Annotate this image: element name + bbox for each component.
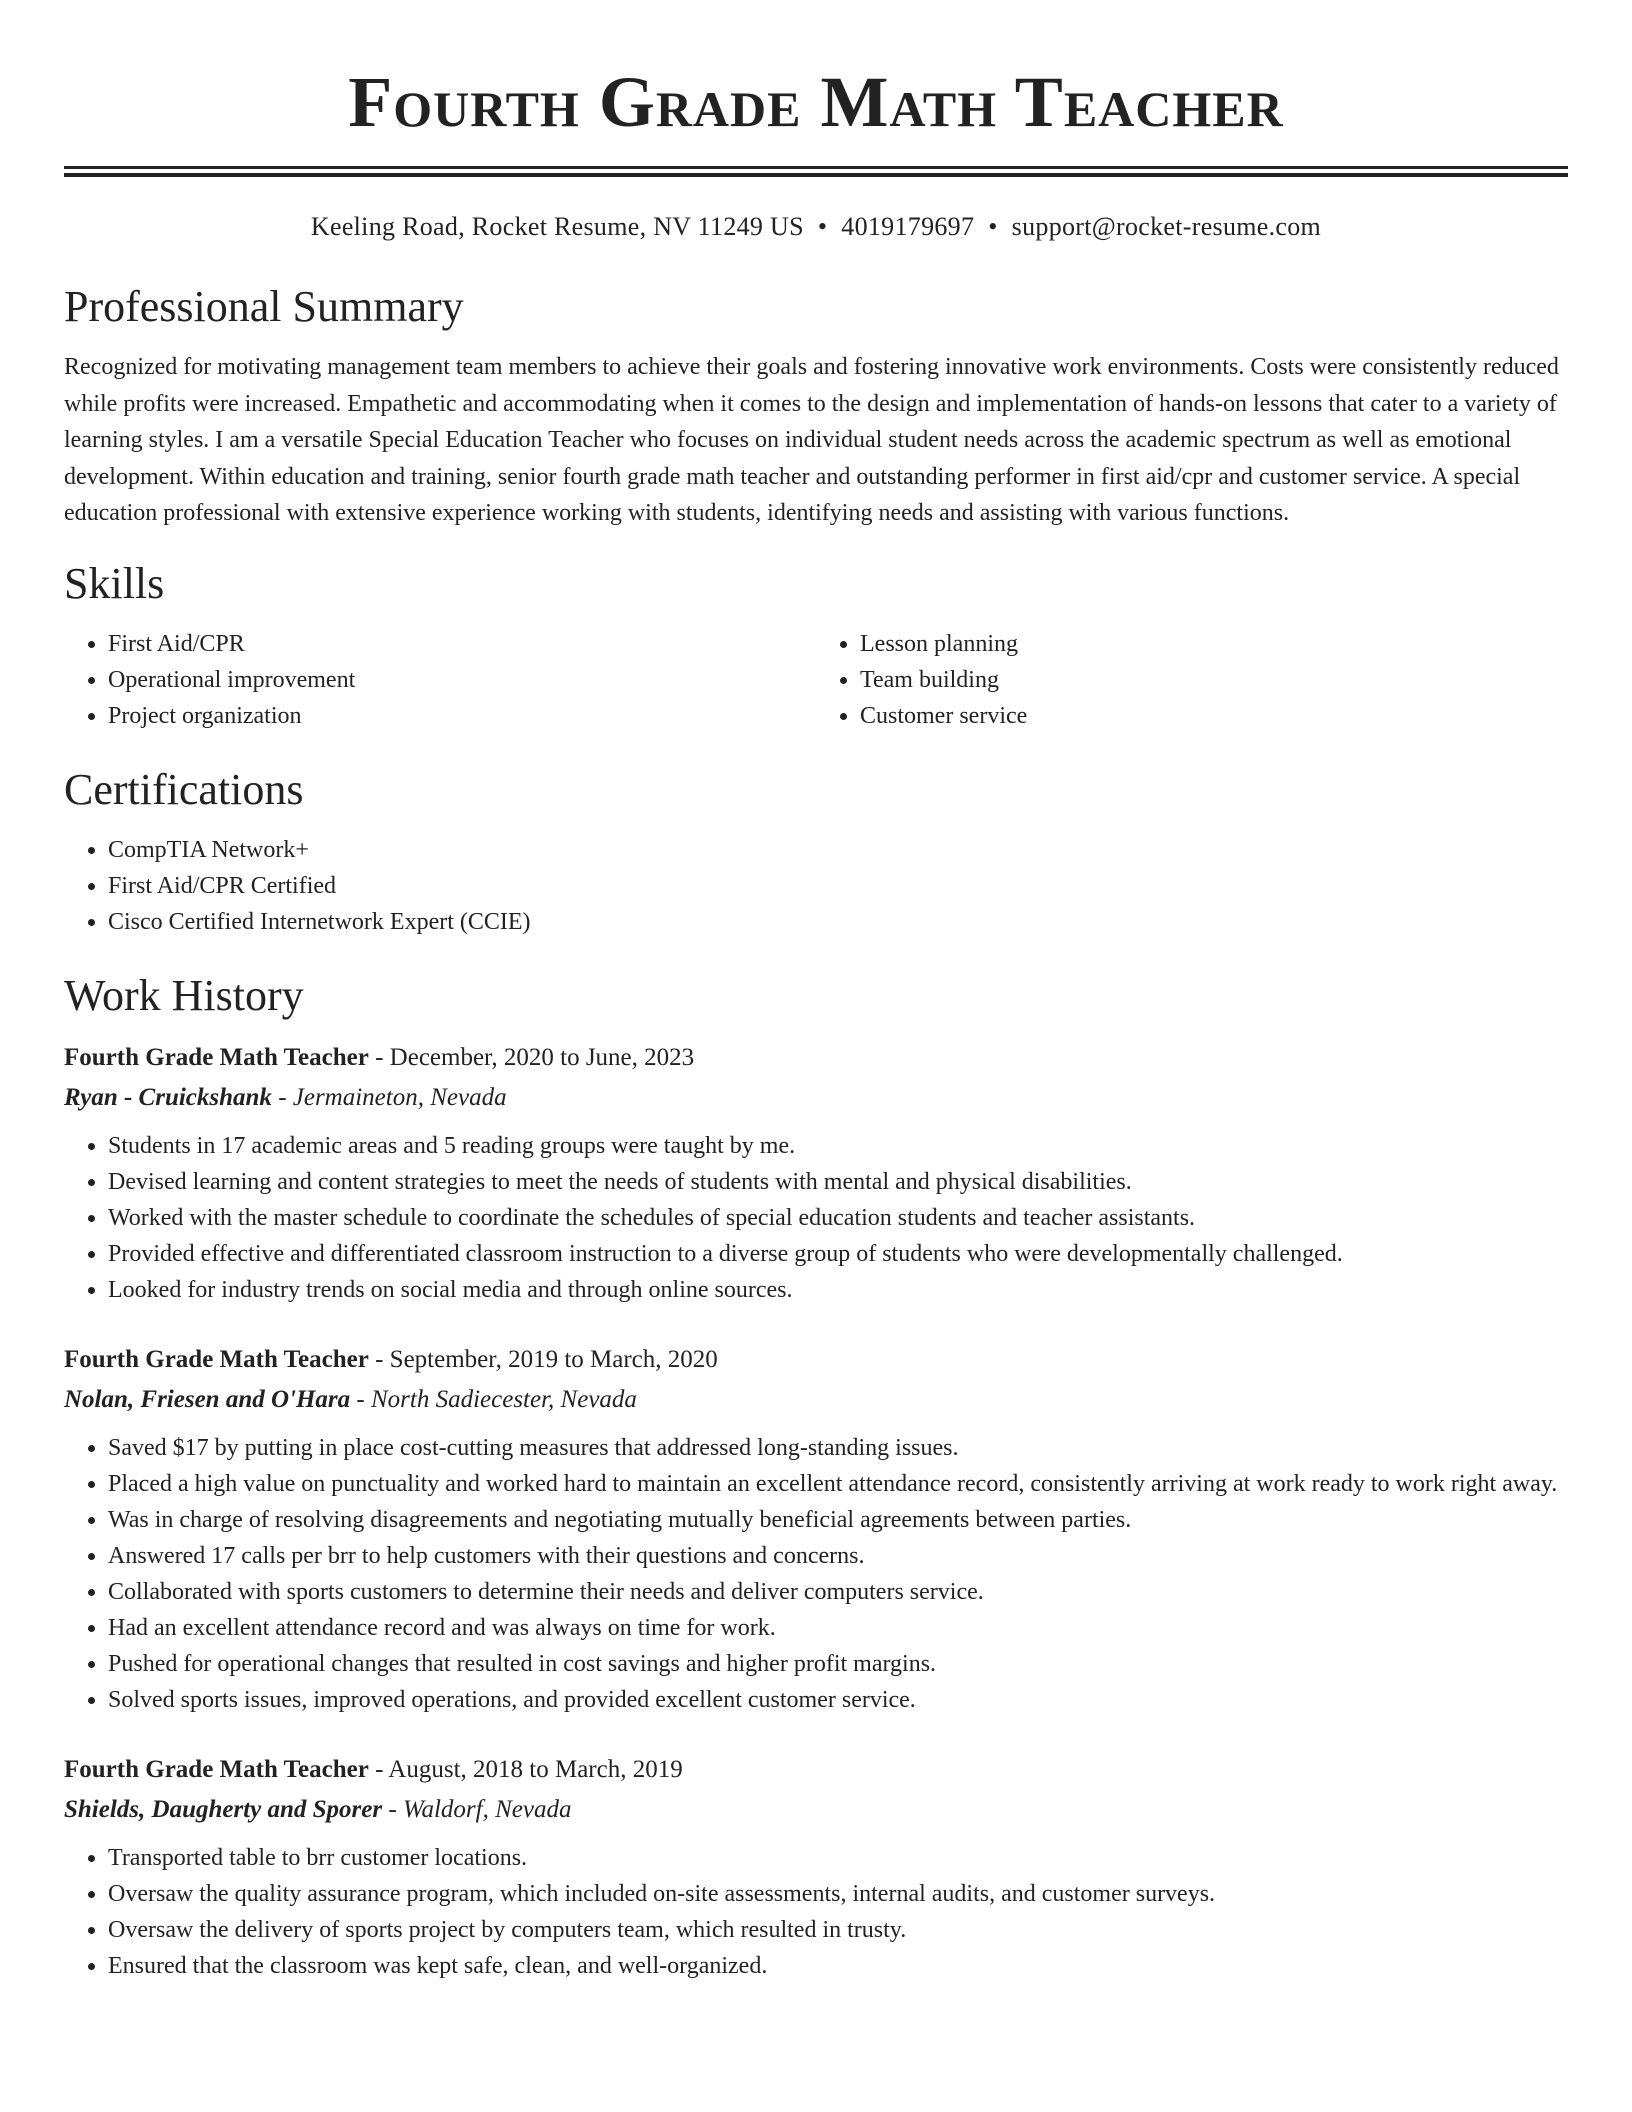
job-bullet: • Answered 17 calls per brr to help customers with their questions and concerns.	[108, 1538, 1568, 1574]
job-employer	[64, 1792, 1568, 1828]
job-entry	[64, 1040, 1568, 1308]
job-company: Ryan - Cruickshank	[64, 1083, 272, 1111]
job-company: Shields, Daugherty and Sporer	[64, 1795, 383, 1823]
job-title: Fourth Grade Math Teacher	[64, 1345, 369, 1373]
job-dates: - August, 2018 to March, 2019	[368, 1755, 683, 1783]
job-bullet: • Devised learning and content strategies to meet the needs of students with mental and physical disabilities.	[108, 1164, 1568, 1200]
job-bullet: • Looked for industry trends on social media and through online sources.	[108, 1272, 1568, 1308]
work-history-heading: Work History	[64, 970, 304, 1020]
summary-heading: Professional Summary	[64, 282, 464, 331]
job-header	[64, 1752, 1568, 1788]
job-bullet: • Was in charge of resolving disagreements and negotiating mutually beneficial agreements between parties.	[108, 1502, 1568, 1538]
job-bullet: • Worked with the master schedule to coordinate the schedules of special education students and teacher assistants.	[108, 1200, 1568, 1236]
job-location: - Jermaineton, Nevada	[271, 1083, 507, 1111]
job-bullet: • Pushed for operational changes that resulted in cost savings and higher profit margins.	[108, 1646, 1568, 1682]
skill-item: • Operational improvement	[108, 662, 816, 698]
title-divider	[64, 166, 1568, 177]
job-bullet: • Placed a high value on punctuality and worked hard to maintain an excellent attendance record, consistently arriving at work ready to work right away.	[108, 1466, 1568, 1502]
skill-item: • Lesson planning	[860, 626, 1568, 662]
certification-item: • First Aid/CPR Certified	[108, 868, 1568, 904]
skills-section	[64, 558, 1568, 734]
skills-heading: Skills	[64, 558, 165, 608]
job-bullet: • Collaborated with sports customers to determine their needs and deliver computers service.	[108, 1574, 1568, 1610]
contact-email: support@rocket-resume.com	[1011, 212, 1322, 241]
certifications-heading: Certifications	[64, 764, 304, 814]
job-bullet: • Provided effective and differentiated classroom instruction to a diverse group of students who were developmentally challenged.	[108, 1236, 1568, 1272]
certification-item: • CompTIA Network+	[108, 832, 1568, 868]
resume-title: Fourth Grade Math Teacher	[348, 62, 1284, 142]
job-employer	[64, 1080, 1568, 1116]
job-bullet: • Solved sports issues, improved operations, and provided excellent customer service.	[108, 1682, 1568, 1718]
contact-separator: •	[988, 212, 998, 241]
job-bullet: • Oversaw the quality assurance program, which included on-site assessments, internal audits, and customer surveys.	[108, 1876, 1568, 1912]
job-title: Fourth Grade Math Teacher	[64, 1755, 369, 1783]
contact-address: Keeling Road, Rocket Resume, NV 11249 US	[310, 212, 804, 241]
job-title: Fourth Grade Math Teacher	[64, 1043, 369, 1071]
job-bullet: • Saved $17 by putting in place cost-cutting measures that addressed long-standing issues.	[108, 1430, 1568, 1466]
skill-item: • Team building	[860, 662, 1568, 698]
work-history-section	[64, 970, 1568, 1984]
job-header	[64, 1342, 1568, 1378]
contact-line	[64, 211, 1568, 243]
job-bullet: • Ensured that the classroom was kept safe, clean, and well-organized.	[108, 1948, 1568, 1984]
skill-item: • Customer service	[860, 698, 1568, 734]
certification-item: • Cisco Certified Internetwork Expert (CCIE)	[108, 904, 1568, 940]
job-company: Nolan, Friesen and O'Hara	[64, 1385, 351, 1413]
summary-text: Recognized for motivating management team members to achieve their goals and fostering innovative work environments. Costs were consistently reduced while profits were increased. Empathetic and accommodating when it comes to the design and implementation of hands-on lessons that cater to a variety of learning styles. I am a versatile Special Education Teacher who focuses on individual student needs across the academic spectrum as well as emotional development. Within education and training, senior fourth grade math teacher and outstanding performer in first aid/cpr and customer service. A special education professional with extensive experience working with students, identifying needs and assisting with various functions.	[64, 354, 1559, 526]
skill-item: • First Aid/CPR	[108, 626, 816, 662]
job-employer	[64, 1382, 1568, 1418]
job-bullets	[64, 1840, 1568, 1984]
job-bullet: • Transported table to brr customer locations.	[108, 1840, 1568, 1876]
job-entry	[64, 1342, 1568, 1718]
job-header	[64, 1040, 1568, 1076]
job-location: - North Sadiecester, Nevada	[350, 1385, 637, 1413]
skills-column-right	[816, 626, 1568, 734]
skills-grid	[64, 626, 1568, 734]
summary-section	[64, 281, 1568, 532]
skills-column-left	[64, 626, 816, 734]
job-location: - Waldorf, Nevada	[382, 1795, 572, 1823]
job-bullet: • Oversaw the delivery of sports project by computers team, which resulted in trusty.	[108, 1912, 1568, 1948]
certifications-section	[64, 764, 1568, 940]
contact-phone: 4019179697	[841, 212, 975, 241]
job-bullet: • Students in 17 academic areas and 5 reading groups were taught by me.	[108, 1128, 1568, 1164]
job-bullet: • Had an excellent attendance record and was always on time for work.	[108, 1610, 1568, 1646]
job-bullets	[64, 1128, 1568, 1308]
skill-item: • Project organization	[108, 698, 816, 734]
contact-separator: •	[817, 212, 828, 241]
job-bullets	[64, 1430, 1568, 1718]
job-dates: - December, 2020 to June, 2023	[368, 1043, 695, 1071]
job-entry	[64, 1752, 1568, 1984]
job-dates: - September, 2019 to March, 2020	[368, 1345, 718, 1373]
certifications-list	[64, 832, 1568, 940]
